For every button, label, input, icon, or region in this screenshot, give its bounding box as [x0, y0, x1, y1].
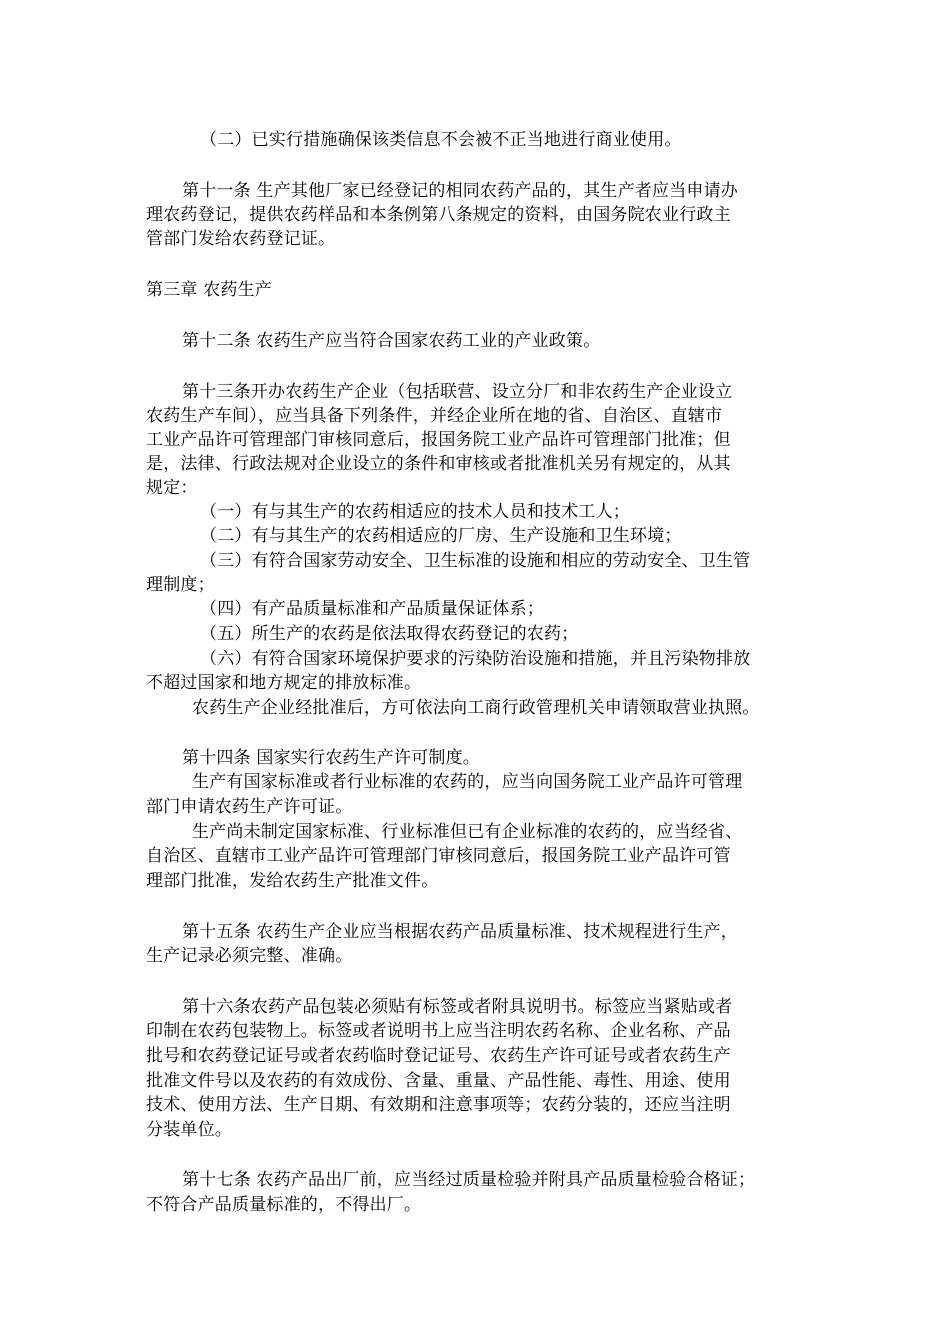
text-line: 管部门发给农药登记证。 — [146, 229, 336, 249]
text-line: 规定： — [146, 478, 198, 498]
text-line: 第十一条 生产其他厂家已经登记的相同农药产品的，其生产者应当申请办 — [182, 181, 739, 201]
text-line: 印制在农药包装物上。标签或者说明书上应当注明农药名称、企业名称、产品 — [146, 1021, 731, 1041]
text-line: 第十六条农药产品包装必须贴有标签或者附具说明书。标签应当紧贴或者 — [182, 997, 733, 1017]
text-line: 工业产品许可管理部门审核同意后，报国务院工业产品许可管理部门批准；但 — [146, 430, 731, 450]
text-line: 技术、使用方法、生产日期、有效期和注意事项等；农药分装的，还应当注明 — [146, 1095, 731, 1115]
text-line: 第十五条 农药生产企业应当根据农药产品质量标准、技术规程进行生产， — [182, 922, 739, 942]
text-line: 部门申请农药生产许可证。 — [146, 797, 353, 817]
text-line: 农药生产车间），应当具备下列条件，并经企业所在地的省、自治区、直辖市 — [146, 406, 723, 426]
text-line: 不超过国家和地方规定的排放标准。 — [146, 673, 422, 693]
text-line: 生产记录必须完整、准确。 — [146, 946, 353, 966]
text-line: 第十四条 国家实行农药生产许可制度。 — [182, 748, 481, 768]
text-line: 生产有国家标准或者行业标准的农药的，应当向国务院工业产品许可管理 — [192, 772, 743, 792]
chapter-heading: 第三章 农药生产 — [146, 280, 273, 300]
list-item: （六）有符合国家环境保护要求的污染防治设施和措施，并且污染物排放 — [200, 649, 751, 669]
text-line: 自治区、直辖市工业产品许可管理部门审核同意后，报国务院工业产品许可管 — [146, 846, 731, 866]
text-line: 批准文件号以及农药的有效成份、含量、重量、产品性能、毒性、用途、使用 — [146, 1071, 731, 1091]
list-item: （三）有符合国家劳动安全、卫生标准的设施和相应的劳动安全、卫生管 — [200, 551, 751, 571]
text-line: 理部门批准，发给农药生产批准文件。 — [146, 871, 439, 891]
text-line: 理制度； — [146, 575, 215, 595]
text-line: 分装单位。 — [146, 1120, 232, 1140]
text-line: 第十七条 农药产品出厂前，应当经过质量检验并附具产品质量检验合格证； — [182, 1170, 756, 1190]
text-line: 生产尚未制定国家标准、行业标准但已有企业标准的农药的，应当经省、 — [192, 822, 743, 842]
text-line: 是，法律、行政法规对企业设立的条件和审核或者批准机关另有规定的，从其 — [146, 454, 731, 474]
text-line: 理农药登记，提供农药样品和本条例第八条规定的资料，由国务院农业行政主 — [146, 205, 731, 225]
text-line: 农药生产企业经批准后，方可依法向工商行政管理机关申请领取营业执照。 — [192, 698, 760, 718]
text-line: 第十二条 农药生产应当符合国家农药工业的产业政策。 — [182, 331, 601, 351]
list-item: （二）有与其生产的农药相适应的厂房、生产设施和卫生环境； — [200, 526, 682, 546]
text-line: 批号和农药登记证号或者农药临时登记证号、农药生产许可证号或者农药生产 — [146, 1046, 731, 1066]
list-item: （五）所生产的农药是依法取得农药登记的农药； — [200, 624, 579, 644]
text-line: 不符合产品质量标准的，不得出厂。 — [146, 1195, 422, 1215]
text-line: 第十三条开办农药生产企业（包括联营、设立分厂和非农药生产企业设立 — [182, 382, 733, 402]
text-line: （二）已实行措施确保该类信息不会被不正当地进行商业使用。 — [200, 130, 682, 150]
list-item: （一）有与其生产的农药相适应的技术人员和技术工人； — [200, 502, 630, 522]
list-item: （四）有产品质量标准和产品质量保证体系； — [200, 599, 544, 619]
